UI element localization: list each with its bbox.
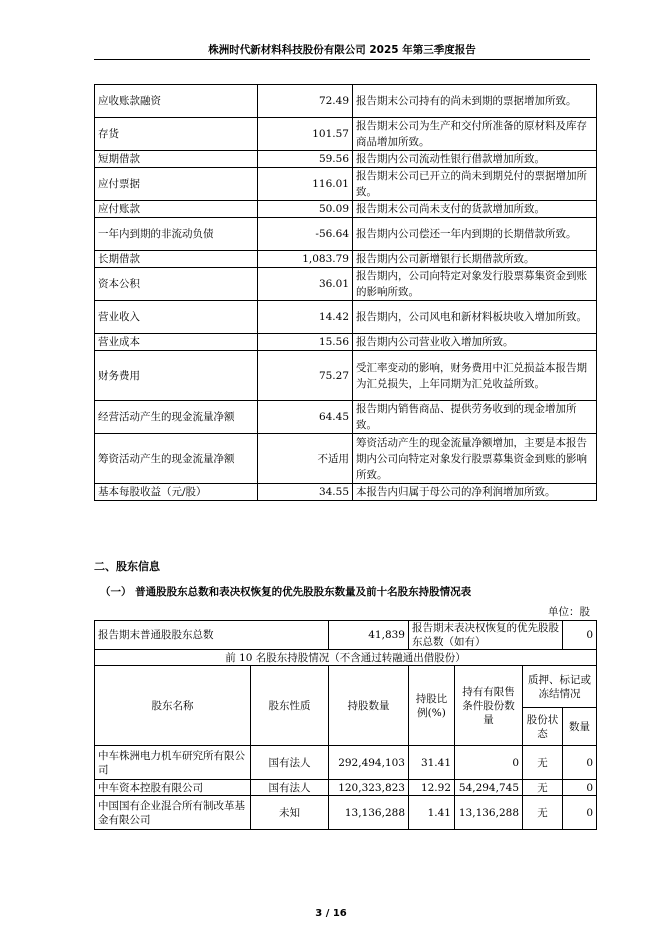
row-reason: 报告期内公司偿还一年内到期的长期借款所致。 [353, 218, 597, 251]
total-holders-value: 41,839 [329, 621, 409, 650]
pref-holders-value: 0 [563, 621, 597, 650]
row-item: 应付票据 [95, 168, 258, 201]
header-restricted: 持有有限售条件股份数量 [455, 666, 523, 746]
row-item: 长期借款 [95, 251, 258, 268]
holder-pledge-status: 无 [523, 780, 563, 796]
table-row [95, 118, 597, 151]
row-item: 筹资活动产生的现金流量净额 [95, 434, 258, 484]
row-change: 75.27 [258, 351, 353, 401]
unit-label: 单位：股 [548, 606, 590, 618]
table-row [95, 351, 597, 401]
table-row [95, 746, 597, 780]
row-item: 应付账款 [95, 201, 258, 218]
holder-name: 中国国有企业混合所有制改革基金有限公司 [95, 796, 251, 830]
holder-restricted: 54,294,745 [455, 780, 523, 796]
row-item: 一年内到期的非流动负债 [95, 218, 258, 251]
row-reason: 报告期内公司流动性银行借款增加所致。 [353, 151, 597, 168]
holder-shares: 292,494,103 [329, 746, 409, 780]
row-change: 72.49 [258, 85, 353, 118]
total-holders-label: 报告期末普通股股东总数 [95, 621, 329, 650]
row-change: 15.56 [258, 334, 353, 351]
row-reason: 报告期内销售商品、提供劳务收到的现金增加所致。 [353, 401, 597, 434]
row-change: 59.56 [258, 151, 353, 168]
row-change: 101.57 [258, 118, 353, 151]
section-title: 二、股东信息 [94, 560, 160, 573]
row-change: 14.42 [258, 301, 353, 334]
table-row [95, 218, 597, 251]
table-row [95, 301, 597, 334]
holder-pledge-status: 无 [523, 746, 563, 780]
row-reason: 筹资活动产生的现金流量净额增加，主要是本报告期内公司向特定对象发行股票募集资金到账的影响所致。 [353, 434, 597, 484]
row-reason: 报告期内公司营业收入增加所致。 [353, 334, 597, 351]
table-row [95, 334, 597, 351]
header-name: 股东名称 [95, 666, 251, 746]
holder-shares: 120,323,823 [329, 780, 409, 796]
holder-restricted: 0 [455, 746, 523, 780]
row-item: 基本每股收益（元/股） [95, 484, 258, 501]
pref-holders-label: 报告期末表决权恢复的优先股股东总数（如有） [409, 621, 563, 650]
section-subtitle: （一） 普通股股东总数和表决权恢复的优先股股东数量及前十名股东持股情况表 [100, 586, 472, 598]
row-change: 64.45 [258, 401, 353, 434]
table-row [95, 780, 597, 796]
row-item: 营业成本 [95, 334, 258, 351]
row-reason: 报告期内，公司向特定对象发行股票募集资金到账的影响所致。 [353, 268, 597, 301]
row-reason: 报告期内，公司风电和新材料板块收入增加所致。 [353, 301, 597, 334]
change-table [94, 84, 597, 501]
table-row [95, 151, 597, 168]
holder-ratio: 12.92 [409, 780, 455, 796]
table-row [95, 251, 597, 268]
holder-name: 中车资本控股有限公司 [95, 780, 251, 796]
row-reason: 本报告内归属于母公司的净利润增加所致。 [353, 484, 597, 501]
row-item: 财务费用 [95, 351, 258, 401]
row-item: 短期借款 [95, 151, 258, 168]
row-item: 存货 [95, 118, 258, 151]
header-divider [94, 59, 590, 60]
row-change: -56.64 [258, 218, 353, 251]
table-row [95, 85, 597, 118]
row-item: 应收账款融资 [95, 85, 258, 118]
row-item: 资本公积 [95, 268, 258, 301]
row-reason: 报告期末公司已开立的尚未到期兑付的票据增加所致。 [353, 168, 597, 201]
row-reason: 报告期内公司新增银行长期借款所致。 [353, 251, 597, 268]
row-change: 50.09 [258, 201, 353, 218]
holder-pledge-qty: 0 [563, 796, 597, 830]
header-pledge: 质押、标记或冻结情况 [523, 666, 597, 708]
row-reason: 报告期末公司持有的尚未到期的票据增加所致。 [353, 85, 597, 118]
row-item: 营业收入 [95, 301, 258, 334]
row-change: 36.01 [258, 268, 353, 301]
shareholder-table [94, 620, 597, 830]
header-pledge-status: 股份状态 [523, 708, 563, 746]
row-change: 116.01 [258, 168, 353, 201]
row-change: 不适用 [258, 434, 353, 484]
header-nature: 股东性质 [251, 666, 329, 746]
holder-ratio: 1.41 [409, 796, 455, 830]
row-change: 1,083.79 [258, 251, 353, 268]
table-row [95, 401, 597, 434]
holder-name: 中车株洲电力机车研究所有限公司 [95, 746, 251, 780]
holder-nature: 未知 [251, 796, 329, 830]
table-row [95, 434, 597, 484]
table-row [95, 268, 597, 301]
page-header: 株洲时代新材料科技股份有限公司 2025 年第三季度报告 [208, 44, 476, 56]
holder-pledge-qty: 0 [563, 780, 597, 796]
table-row [95, 484, 597, 501]
row-change: 34.55 [258, 484, 353, 501]
holder-nature: 国有法人 [251, 780, 329, 796]
top10-caption: 前 10 名股东持股情况（不含通过转融通出借股份） [95, 650, 597, 666]
header-ratio: 持股比例(%) [409, 666, 455, 746]
table-row [95, 168, 597, 201]
table-row [95, 201, 597, 218]
header-shares: 持股数量 [329, 666, 409, 746]
page-number: 3 / 16 [315, 908, 347, 919]
holder-ratio: 31.41 [409, 746, 455, 780]
row-item: 经营活动产生的现金流量净额 [95, 401, 258, 434]
holder-shares: 13,136,288 [329, 796, 409, 830]
holder-nature: 国有法人 [251, 746, 329, 780]
row-reason: 报告期末公司尚未支付的货款增加所致。 [353, 201, 597, 218]
header-pledge-qty: 数量 [563, 708, 597, 746]
holder-pledge-status: 无 [523, 796, 563, 830]
holder-pledge-qty: 0 [563, 746, 597, 780]
table-row [95, 796, 597, 830]
holder-restricted: 13,136,288 [455, 796, 523, 830]
row-reason: 受汇率变动的影响，财务费用中汇兑损益本报告期为汇兑损失，上年同期为汇兑收益所致。 [353, 351, 597, 401]
row-reason: 报告期末公司为生产和交付所准备的原材料及库存商品增加所致。 [353, 118, 597, 151]
